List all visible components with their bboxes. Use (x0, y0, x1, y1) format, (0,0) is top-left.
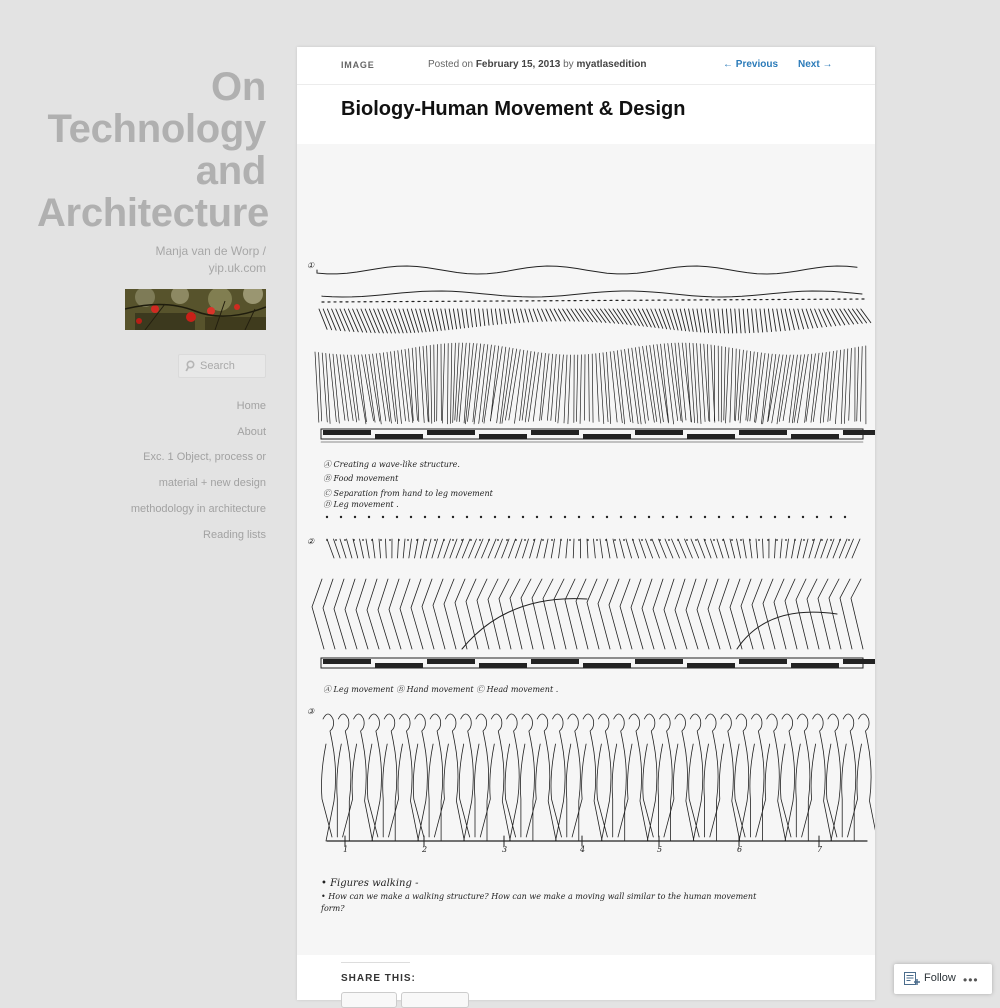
sketch-note: Ⓑ Food movement (323, 474, 399, 483)
share-button-twitter[interactable] (341, 992, 397, 1008)
sketch-note: Ⓒ Separation from hand to leg movement (323, 489, 494, 498)
post-title: Biology-Human Movement & Design (341, 98, 685, 121)
timeline-tick: 6 (737, 845, 742, 854)
follow-button-label[interactable]: Follow (924, 972, 956, 984)
post-image[interactable] (297, 144, 875, 955)
site-title-line[interactable]: Architecture (4, 192, 269, 234)
follow-widget[interactable] (894, 964, 992, 994)
sketch-note: • Figures walking - (321, 878, 419, 889)
timeline-tick: 1 (343, 845, 348, 854)
search-input[interactable] (200, 357, 260, 375)
follow-icon (904, 972, 920, 986)
share-title: SHARE THIS: (341, 973, 416, 984)
timeline-tick: 4 (579, 845, 585, 854)
timeline-tick: 7 (817, 845, 823, 854)
post-format-label[interactable]: IMAGE (341, 60, 375, 70)
timeline-tick: 3 (502, 845, 507, 854)
timeline-tick: 2 (421, 845, 427, 854)
search-box[interactable] (178, 354, 266, 378)
share-button-facebook[interactable] (401, 992, 469, 1008)
post-card (297, 47, 875, 1000)
site-description (66, 243, 266, 277)
more-options-icon[interactable]: ••• (963, 973, 979, 987)
timeline-tick: 5 (657, 845, 662, 854)
site-description-line: yip.uk.com (66, 260, 266, 277)
by-label: by (563, 59, 574, 70)
search-icon (185, 360, 195, 372)
sketch-note: • How can we make a walking structure? How can we make a moving wall similar to the human movement (321, 892, 757, 901)
previous-link[interactable]: ← Previous (723, 59, 778, 70)
sketch-note: Ⓓ Leg movement . (323, 500, 399, 509)
post-meta (428, 59, 646, 70)
site-title-line[interactable]: Technology (4, 108, 266, 150)
nav-item-about[interactable]: About (66, 420, 266, 446)
sketch-note: Ⓐ Leg movement Ⓑ Hand movement Ⓒ Head movement . (323, 685, 558, 694)
post-date-link[interactable]: February 15, 2013 (476, 59, 561, 70)
site-description-line: Manja van de Worp / (66, 243, 266, 260)
nav-item-exc1-cont[interactable]: material + new design (66, 471, 266, 497)
share-divider (341, 962, 410, 963)
main-nav (66, 394, 266, 548)
post-meta-bar (297, 47, 875, 85)
sketch-section-label: ① (307, 261, 315, 270)
sidebar (0, 0, 266, 1000)
site-title-line[interactable]: On (4, 66, 266, 108)
site-title-line[interactable]: and (4, 150, 266, 192)
sketch-section-label: ② (307, 537, 315, 546)
nav-item-exc1-cont2[interactable]: methodology in architecture (66, 497, 266, 523)
site-title[interactable] (4, 66, 266, 234)
next-link[interactable]: Next → (798, 59, 832, 70)
nav-item-reading-lists[interactable]: Reading lists (66, 523, 266, 549)
header-image[interactable] (125, 289, 266, 330)
posted-on-label: Posted on (428, 59, 473, 70)
nav-item-exc1[interactable]: Exc. 1 Object, process or (66, 445, 266, 471)
sketch-note: Ⓐ Creating a wave-like structure. (323, 460, 460, 469)
nav-item-home[interactable]: Home (66, 394, 266, 420)
sketch-note: form? (320, 904, 345, 913)
sketch-drawing (297, 144, 875, 955)
sketch-section-label: ③ (307, 707, 315, 716)
post-author-link[interactable]: myatlasedition (576, 59, 646, 70)
